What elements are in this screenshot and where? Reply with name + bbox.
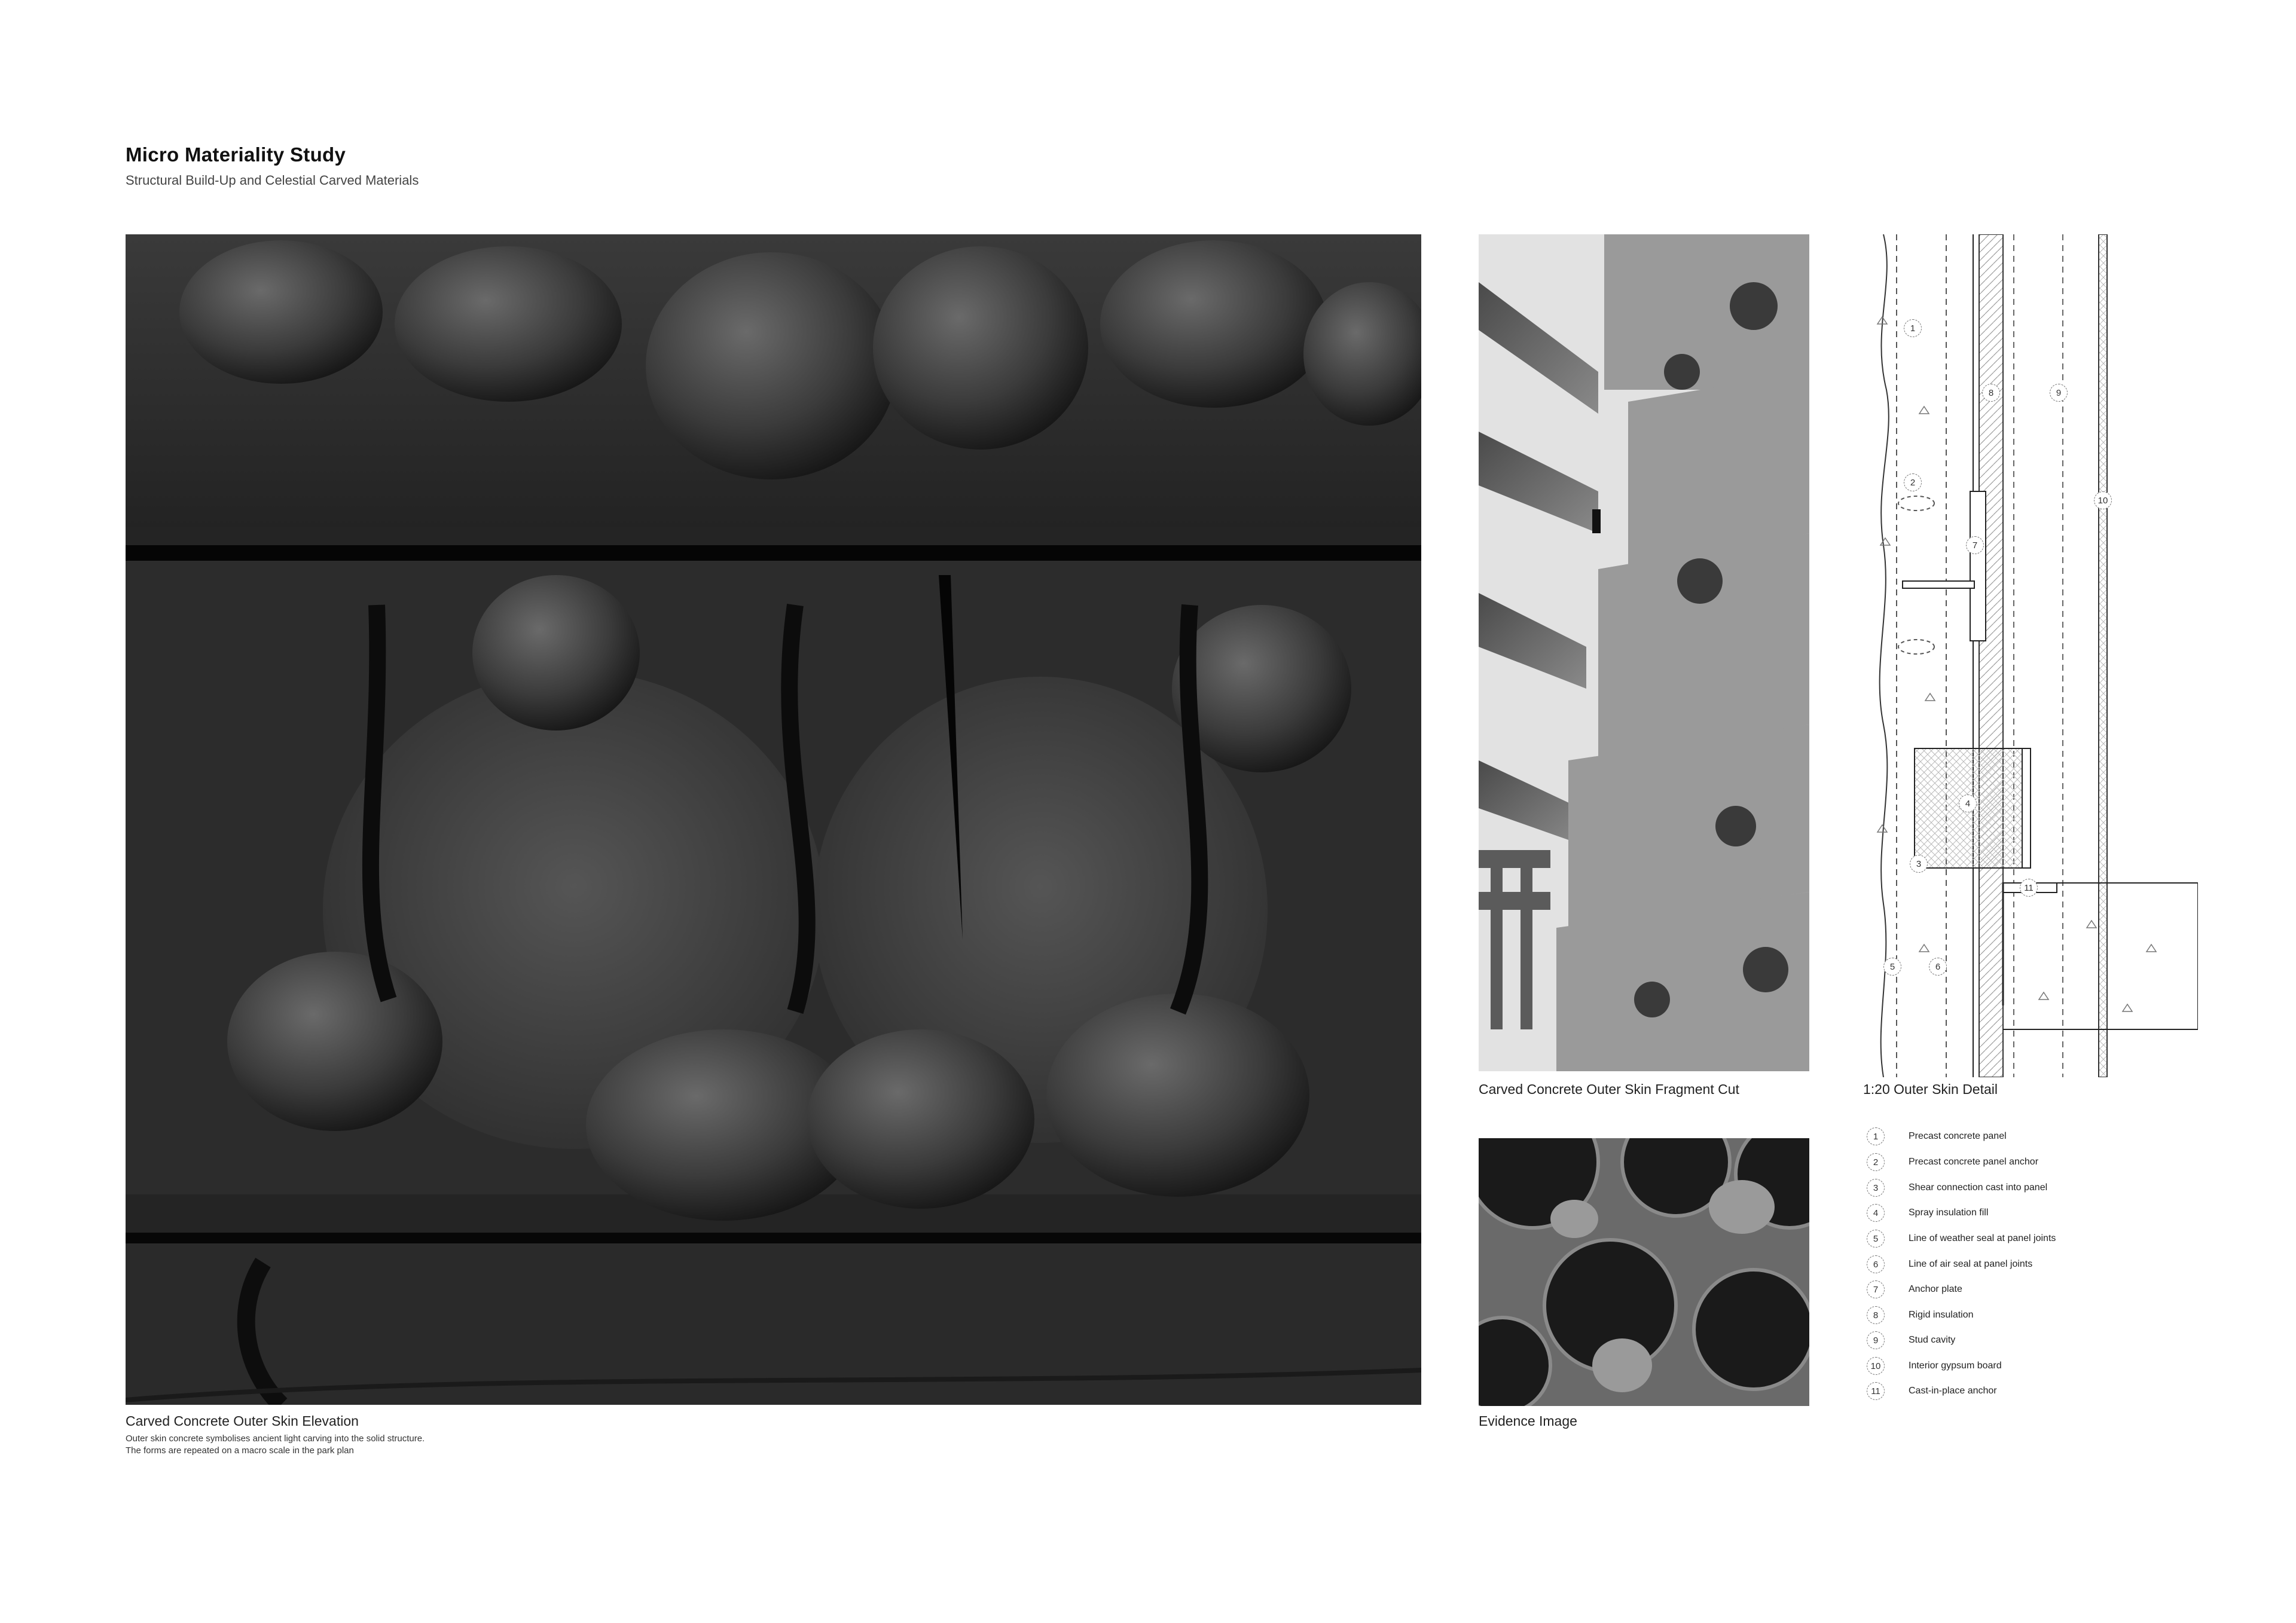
legend-item-10 xyxy=(1867,1357,2002,1375)
detail-marker-10: 10 xyxy=(2094,491,2112,509)
detail-marker-1: 1 xyxy=(1904,319,1922,337)
detail-marker-7: 7 xyxy=(1966,536,1984,554)
legend-item-8 xyxy=(1867,1306,1974,1324)
detail-marker-6: 6 xyxy=(1929,958,1947,976)
legend-label: Stud cavity xyxy=(1909,1335,1956,1345)
legend-number: 7 xyxy=(1867,1280,1885,1298)
legend-label: Interior gypsum board xyxy=(1909,1361,2002,1371)
legend-label: Spray insulation fill xyxy=(1909,1208,1989,1218)
legend-item-9 xyxy=(1867,1331,1955,1349)
elevation-image xyxy=(126,234,1421,1405)
detail-marker-2: 2 xyxy=(1904,473,1922,491)
legend-label: Precast concrete panel xyxy=(1909,1131,2007,1141)
legend-label: Shear connection cast into panel xyxy=(1909,1182,2048,1193)
fragment-cut-image xyxy=(1479,234,1809,1071)
elevation-description-line1: Outer skin concrete symbolises ancient light carving into the solid structure. xyxy=(126,1434,425,1444)
legend-item-1 xyxy=(1867,1127,2007,1145)
legend-number: 5 xyxy=(1867,1230,1885,1248)
detail-caption: 1:20 Outer Skin Detail xyxy=(1863,1081,1998,1097)
legend-number: 9 xyxy=(1867,1331,1885,1349)
page-title: Micro Materiality Study xyxy=(126,143,346,166)
page-subtitle: Structural Build-Up and Celestial Carved Materials xyxy=(126,173,419,188)
legend-label: Anchor plate xyxy=(1909,1284,1962,1294)
detail-marker-11: 11 xyxy=(2020,879,2038,897)
outer-skin-detail-drawing xyxy=(1860,234,2198,1077)
detail-marker-4: 4 xyxy=(1959,794,1977,812)
elevation-description-line2: The forms are repeated on a macro scale in the park plan xyxy=(126,1445,354,1456)
fragment-caption: Carved Concrete Outer Skin Fragment Cut xyxy=(1479,1081,1739,1097)
legend-number: 2 xyxy=(1867,1153,1885,1171)
legend-label: Line of air seal at panel joints xyxy=(1909,1259,2033,1269)
legend-item-11 xyxy=(1867,1382,1997,1400)
legend-number: 1 xyxy=(1867,1127,1885,1145)
legend-number: 3 xyxy=(1867,1179,1885,1197)
detail-marker-5: 5 xyxy=(1883,958,1901,976)
legend-item-3 xyxy=(1867,1179,2047,1197)
legend-item-7 xyxy=(1867,1280,1962,1298)
legend-item-4 xyxy=(1867,1204,1988,1222)
legend-item-5 xyxy=(1867,1230,2056,1248)
legend-number: 4 xyxy=(1867,1204,1885,1222)
elevation-caption: Carved Concrete Outer Skin Elevation xyxy=(126,1413,359,1429)
legend-number: 10 xyxy=(1867,1357,1885,1375)
legend-label: Cast-in-place anchor xyxy=(1909,1386,1997,1396)
detail-marker-3: 3 xyxy=(1910,855,1928,873)
evidence-image xyxy=(1479,1138,1809,1406)
evidence-caption: Evidence Image xyxy=(1479,1413,1577,1429)
legend-label: Rigid insulation xyxy=(1909,1310,1974,1320)
legend-item-6 xyxy=(1867,1255,2032,1273)
detail-marker-9: 9 xyxy=(2050,384,2068,402)
detail-marker-8: 8 xyxy=(1982,384,2000,402)
legend-item-2 xyxy=(1867,1153,2038,1171)
legend-number: 11 xyxy=(1867,1382,1885,1400)
legend-label: Precast concrete panel anchor xyxy=(1909,1157,2039,1167)
legend-number: 8 xyxy=(1867,1306,1885,1324)
legend-number: 6 xyxy=(1867,1255,1885,1273)
legend-label: Line of weather seal at panel joints xyxy=(1909,1233,2056,1243)
